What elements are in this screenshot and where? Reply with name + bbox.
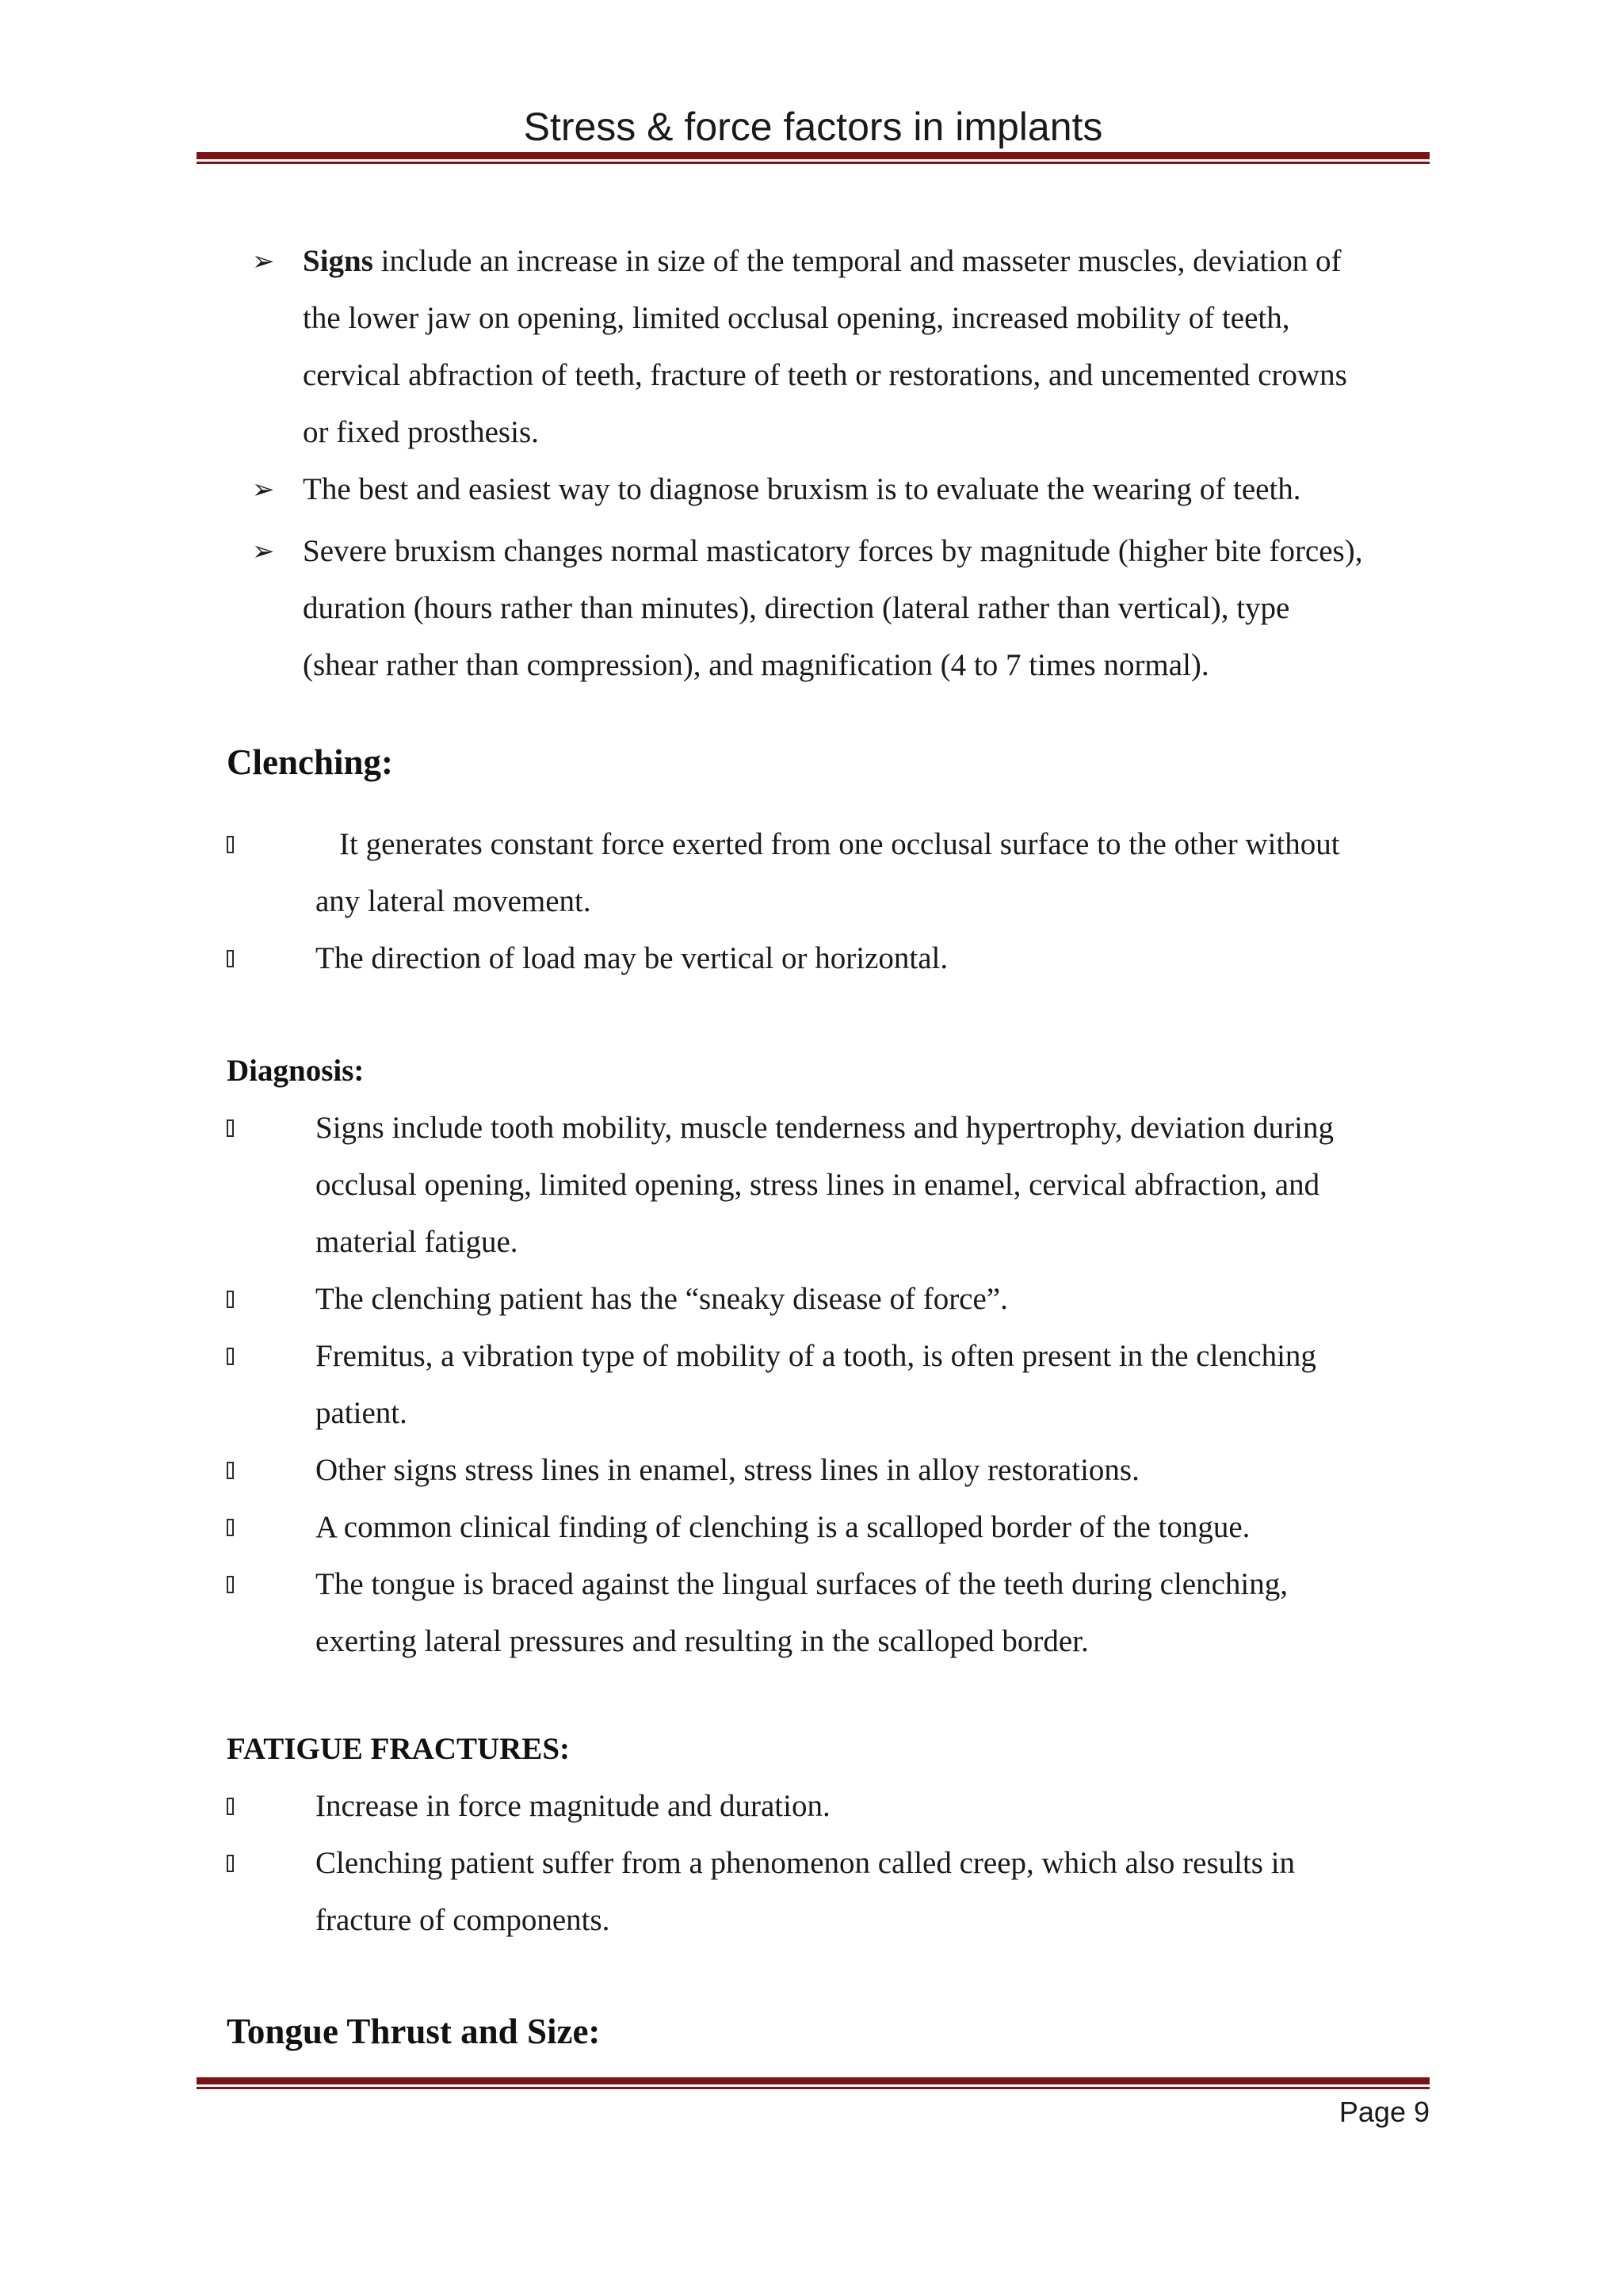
bruxism-diagnose-line-1: The best and easiest way to diagnose bruxism is to evaluate the wearing of teeth.: [303, 472, 1301, 506]
diagnosis-bullet-5-line-1: A common clinical finding of clenching is a scalloped border of the tongue.: [315, 1510, 1251, 1544]
missing-glyph-bullet-icon: [227, 1576, 234, 1593]
missing-glyph-bullet-icon: [227, 1855, 234, 1872]
fatigue-fractures-heading: FATIGUE FRACTURES:: [227, 1732, 570, 1766]
missing-glyph-bullet-icon: [227, 1291, 234, 1308]
diagnosis-bullet-1-line-3: material fatigue.: [315, 1225, 518, 1259]
bruxism-signs-line-2: the lower jaw on opening, limited occlusal opening, increased mobility of teeth,: [303, 301, 1290, 335]
bruxism-severe-line-1: Severe bruxism changes normal masticatory forces by magnitude (higher bite forces),: [303, 534, 1363, 568]
header-rule-thin: [197, 162, 1430, 164]
diagnosis-bullet-2-line-1: The clenching patient has the “sneaky disease of force”.: [315, 1282, 1008, 1316]
header-rule-thick: [197, 152, 1430, 159]
diagnosis-bullet-4-line-1: Other signs stress lines in enamel, stress lines in alloy restorations.: [315, 1453, 1140, 1487]
missing-glyph-bullet-icon: [227, 1119, 234, 1137]
clenching-bullet-2-line-1: The direction of load may be vertical or horizontal.: [315, 941, 949, 975]
clenching-bullet-1-line-1: It generates constant force exerted from one occlusal surface to the other without: [339, 827, 1340, 861]
page-header-title: Stress & force factors in implants: [523, 105, 1103, 149]
arrow-bullet-icon: ➢: [252, 474, 275, 505]
bruxism-signs-line-1: [303, 233, 1341, 290]
fatigue-bullet-2-line-2: fracture of components.: [315, 1903, 610, 1937]
fatigue-bullet-2-line-1: Clenching patient suffer from a phenomenon called creep, which also results in: [315, 1846, 1296, 1880]
diagnosis-bullet-6-line-2: exerting lateral pressures and resulting in the scalloped border.: [315, 1624, 1089, 1658]
diagnosis-heading: Diagnosis:: [227, 1054, 365, 1088]
footer-rule-thick: [197, 2077, 1430, 2084]
bruxism-severe-line-2: duration (hours rather than minutes), direction (lateral rather than vertical), type: [303, 591, 1290, 625]
missing-glyph-bullet-icon: [227, 1348, 234, 1365]
footer-rule-thin: [197, 2087, 1430, 2089]
signs-lead: Signs: [303, 244, 373, 278]
bruxism-severe-line-3: (shear rather than compression), and magnification (4 to 7 times normal).: [303, 648, 1209, 682]
missing-glyph-bullet-icon: [227, 1462, 234, 1479]
signs-text: include an increase in size of the temporal and masseter muscles, deviation of: [380, 244, 1342, 278]
diagnosis-bullet-6-line-1: The tongue is braced against the lingual surfaces of the teeth during clenching,: [315, 1567, 1288, 1601]
missing-glyph-bullet-icon: [227, 950, 234, 967]
missing-glyph-bullet-icon: [227, 836, 234, 853]
tongue-thrust-heading: Tongue Thrust and Size:: [227, 2012, 601, 2051]
diagnosis-bullet-3-line-2: patient.: [315, 1396, 407, 1430]
clenching-bullet-1-line-2: any lateral movement.: [315, 884, 591, 918]
clenching-heading: Clenching:: [227, 742, 394, 782]
fatigue-bullet-1-line-1: Increase in force magnitude and duration.: [315, 1789, 831, 1823]
diagnosis-bullet-1-line-1: Signs include tooth mobility, muscle tenderness and hypertrophy, deviation during: [315, 1111, 1334, 1145]
arrow-bullet-icon: ➢: [252, 246, 275, 277]
missing-glyph-bullet-icon: [227, 1798, 234, 1815]
missing-glyph-bullet-icon: [227, 1519, 234, 1536]
diagnosis-bullet-1-line-2: occlusal opening, limited opening, stress lines in enamel, cervical abfraction, and: [315, 1168, 1320, 1202]
diagnosis-bullet-3-line-1: Fremitus, a vibration type of mobility of a tooth, is often present in the clenching: [315, 1339, 1316, 1373]
page-number: Page 9: [1338, 2096, 1430, 2128]
bruxism-signs-line-4: or fixed prosthesis.: [303, 415, 539, 449]
arrow-bullet-icon: ➢: [252, 536, 275, 567]
bruxism-signs-line-3: cervical abfraction of teeth, fracture of teeth or restorations, and uncemented crowns: [303, 358, 1347, 392]
